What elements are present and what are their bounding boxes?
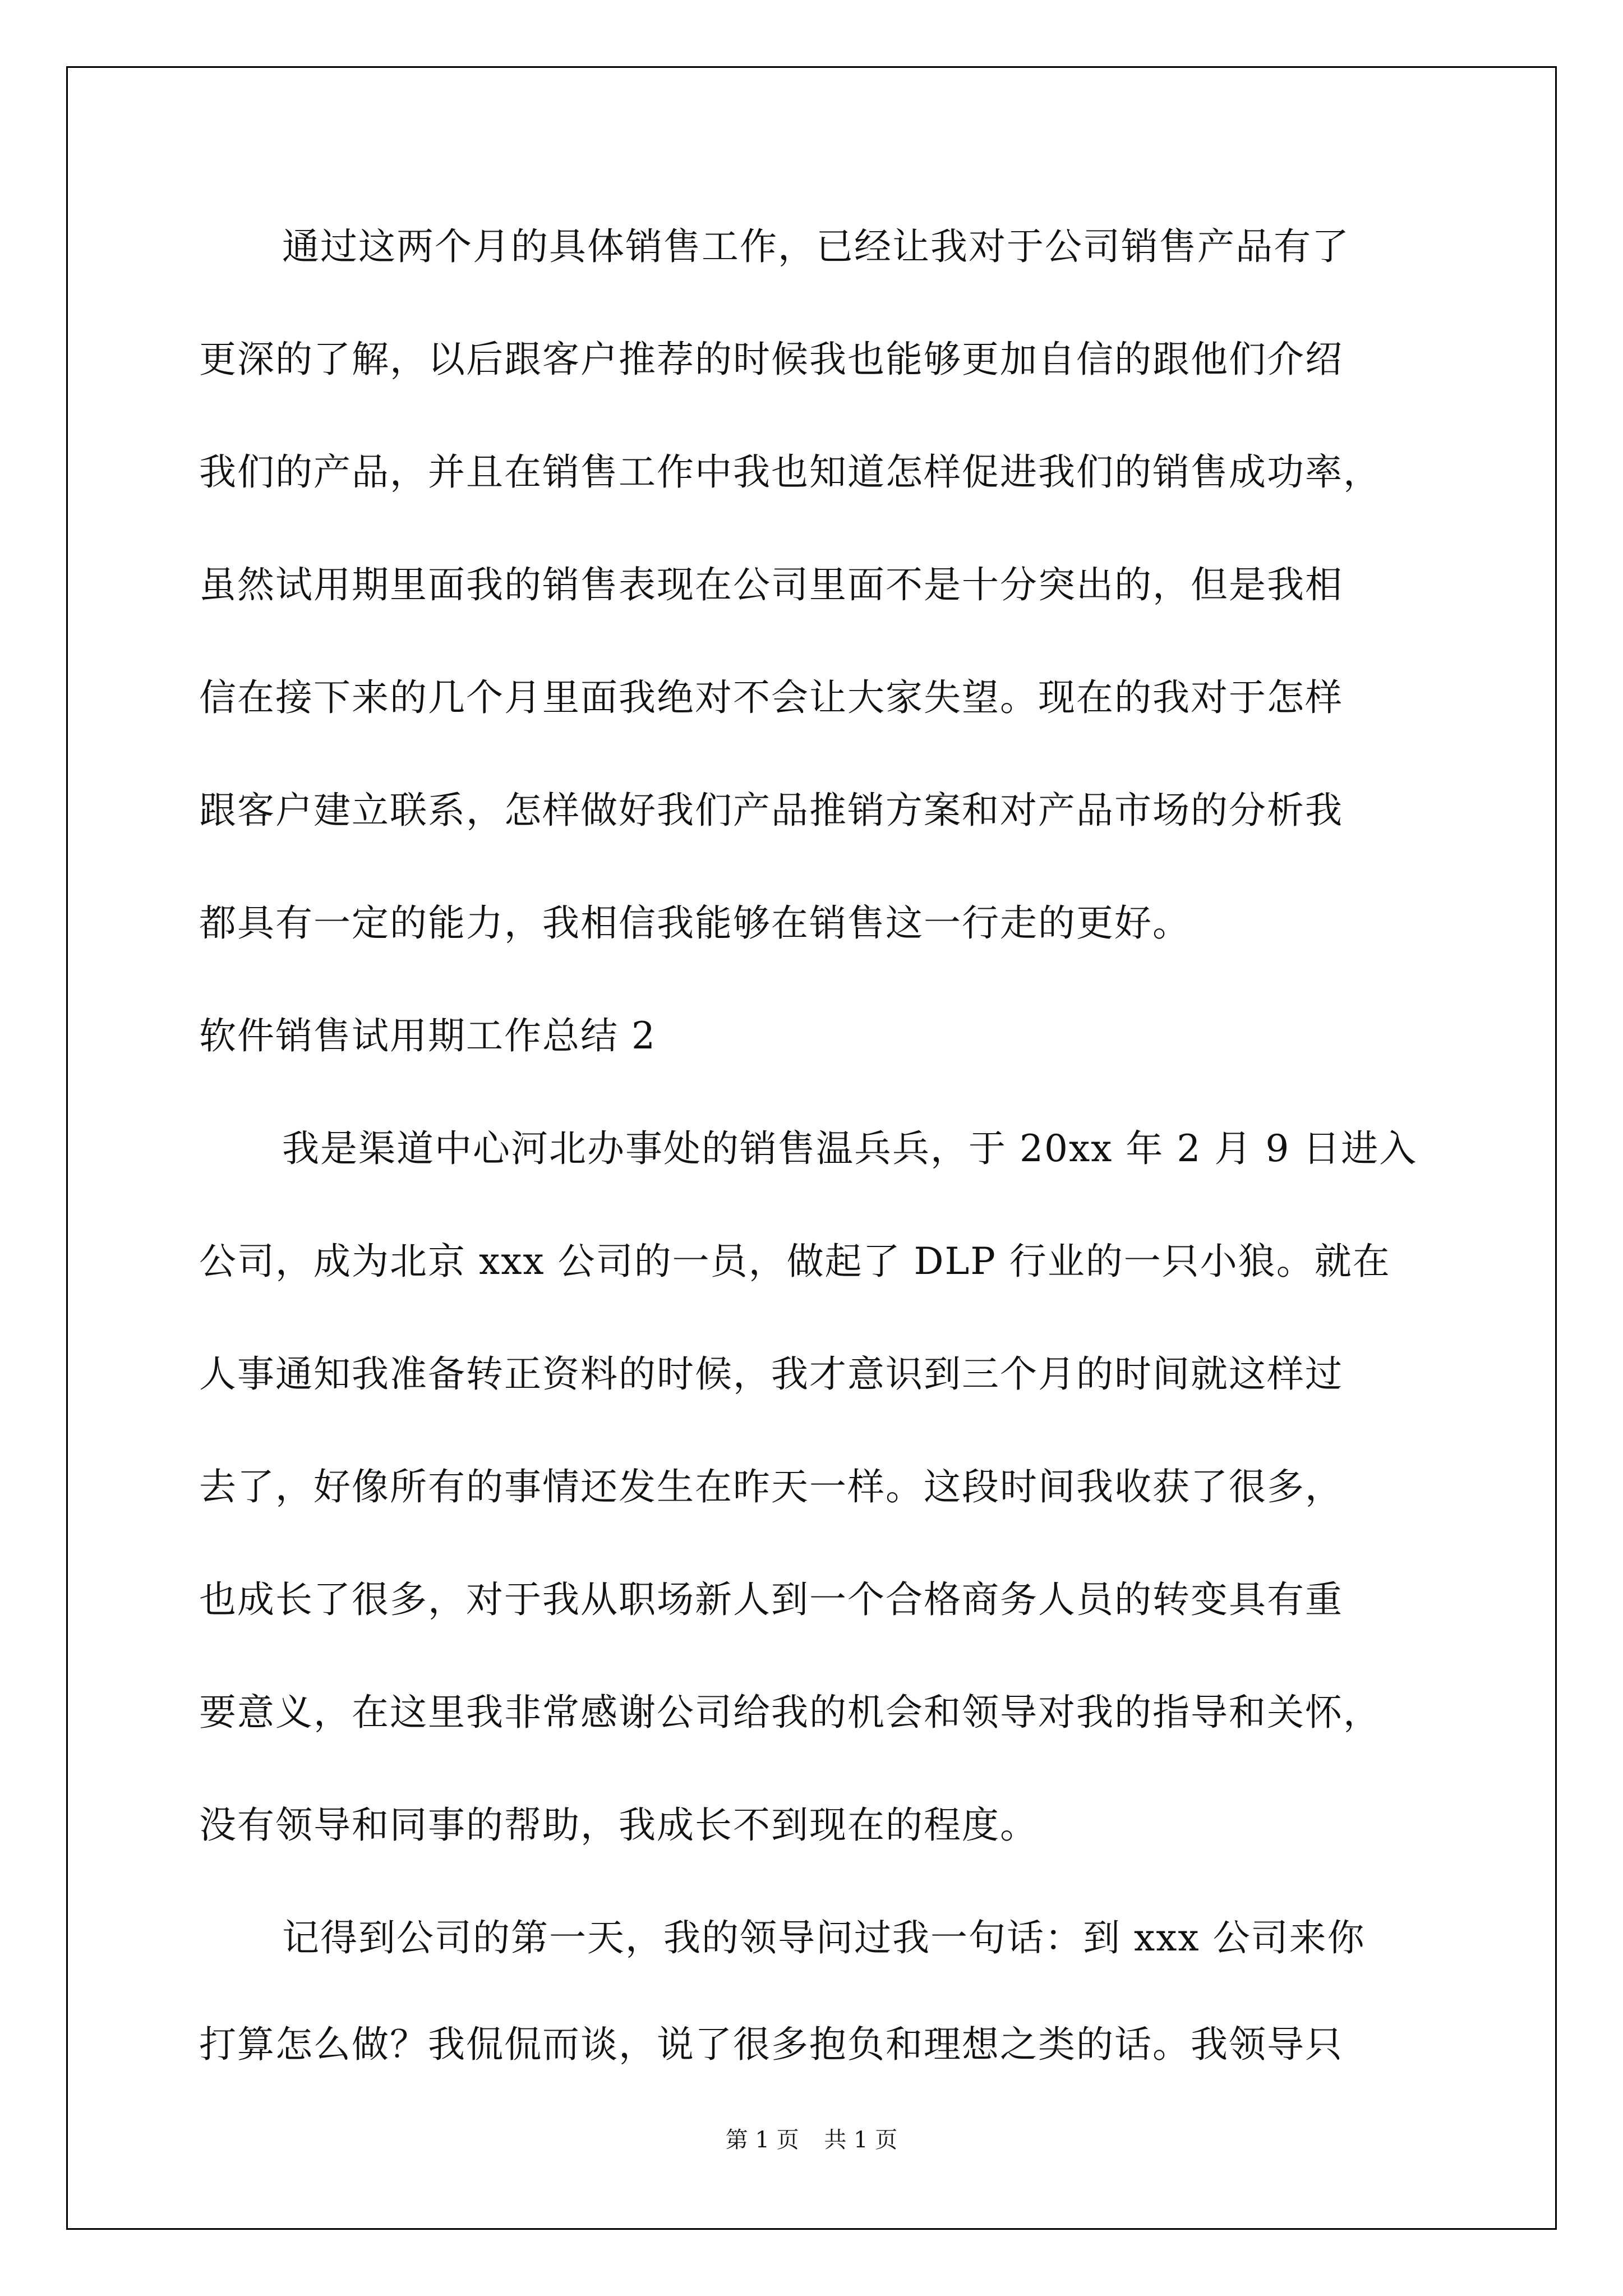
paragraph-1-line-3: 我们的产品，并且在销售工作中我也知道怎样促进我们的销售成功率， xyxy=(199,450,1381,494)
paragraph-2-line-4: 去了，好像所有的事情还发生在昨天一样。这段时间我收获了很多， xyxy=(199,1465,1343,1508)
paragraph-1-line-1: 通过这两个月的具体销售工作，已经让我对于公司销售产品有了 xyxy=(282,225,1350,268)
paragraph-3-line-2: 打算怎么做？我侃侃而谈，说了很多抱负和理想之类的话。我领导只 xyxy=(199,2023,1343,2066)
page-footer xyxy=(0,2126,1623,2154)
section-heading: 软件销售试用期工作总结 2 xyxy=(199,1014,656,1057)
paragraph-1-line-4: 虽然试用期里面我的销售表现在公司里面不是十分突出的，但是我相 xyxy=(199,563,1343,606)
page-total: 共 1 页 xyxy=(824,2127,898,2153)
paragraph-1-line-2: 更深的了解，以后跟客户推荐的时候我也能够更加自信的跟他们介绍 xyxy=(199,338,1343,381)
paragraph-2-line-7: 没有领导和同事的帮助，我成长不到现在的程度。 xyxy=(199,1803,1038,1847)
paragraph-1-line-7: 都具有一定的能力，我相信我能够在销售这一行走的更好。 xyxy=(199,901,1191,945)
paragraph-3-line-1: 记得到公司的第一天，我的领导问过我一句话：到 xxx 公司来你 xyxy=(282,1916,1366,1959)
paragraph-2-line-2: 公司，成为北京 xxx 公司的一员，做起了 DLP 行业的一只小狼。就在 xyxy=(199,1240,1391,1283)
paragraph-2-line-3: 人事通知我准备转正资料的时候，我才意识到三个月的时间就这样过 xyxy=(199,1352,1343,1396)
paragraph-1-line-6: 跟客户建立联系，怎样做好我们产品推销方案和对产品市场的分析我 xyxy=(199,789,1343,832)
page-number: 第 1 页 xyxy=(725,2127,799,2153)
paragraph-2-line-5: 也成长了很多，对于我从职场新人到一个合格商务人员的转变具有重 xyxy=(199,1578,1343,1621)
paragraph-2-line-1: 我是渠道中心河北办事处的销售温兵兵，于 20xx 年 2 月 9 日进入 xyxy=(282,1127,1418,1170)
paragraph-2-line-6: 要意义，在这里我非常感谢公司给我的机会和领导对我的指导和关怀， xyxy=(199,1691,1381,1734)
paragraph-1-line-5: 信在接下来的几个月里面我绝对不会让大家失望。现在的我对于怎样 xyxy=(199,676,1343,719)
